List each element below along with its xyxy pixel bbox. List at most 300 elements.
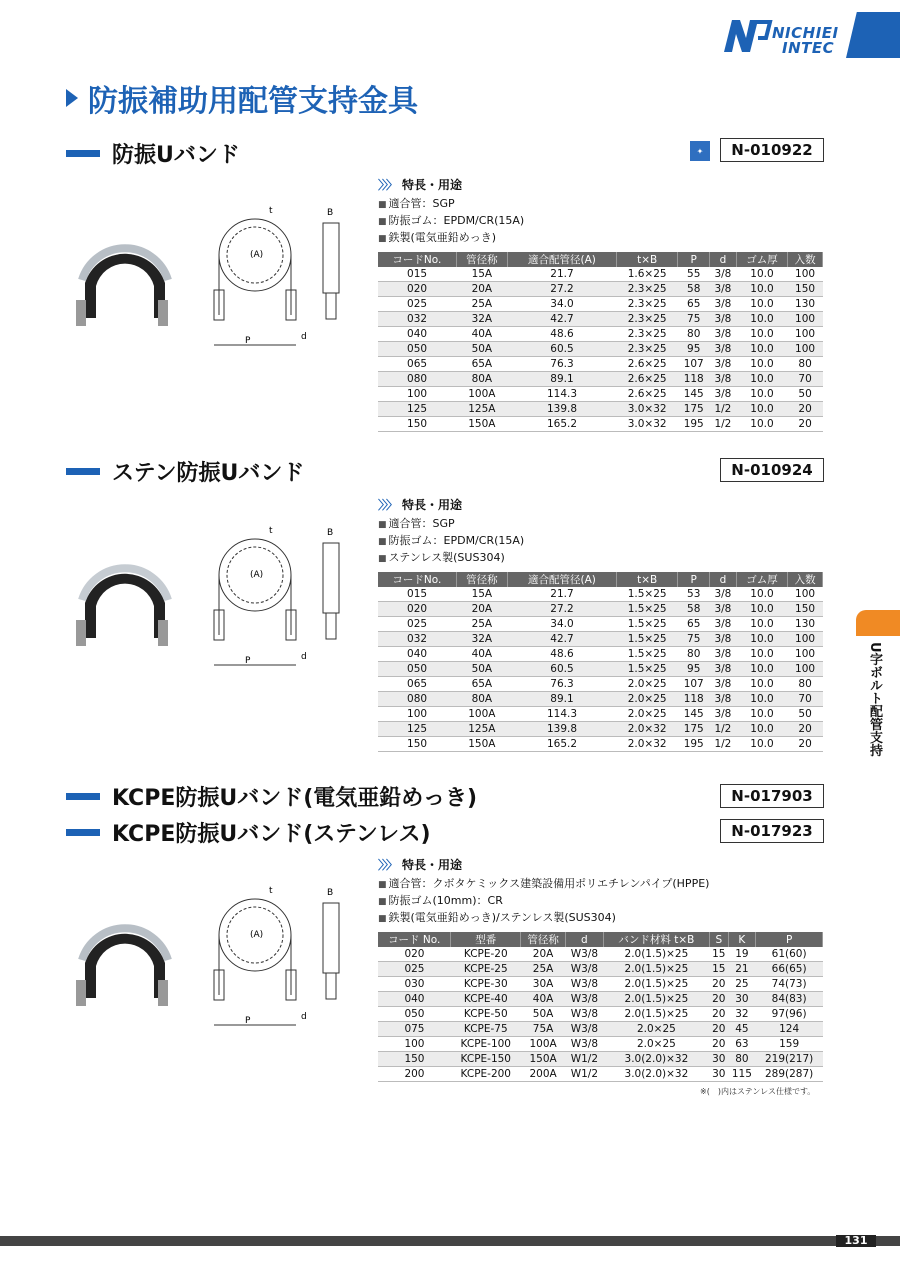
- table-cell: 2.0×32: [616, 737, 677, 752]
- table-cell: KCPE-200: [451, 1067, 521, 1082]
- table-cell: 125A: [456, 722, 507, 737]
- table-cell: 34.0: [508, 617, 617, 632]
- features-1: 〉〉〉 特長・用途 ■ 適合管：SGP ■ 防振ゴム：EPDM/CR(15A) ■ 鉄製(電気亜鉛めっき): [378, 178, 524, 247]
- table-cell: 66(65): [756, 962, 823, 977]
- column-header: t×B: [616, 252, 677, 267]
- table-row: [378, 962, 823, 977]
- product-code-3: N-017903: [720, 784, 824, 808]
- table-cell: 20: [788, 417, 823, 432]
- table-cell: 2.0(1.5)×25: [603, 992, 709, 1007]
- table-cell: 118: [678, 692, 710, 707]
- table-row: [378, 722, 823, 737]
- table-row: [378, 357, 823, 372]
- label-b: B: [327, 208, 334, 218]
- table-cell: 10.0: [736, 587, 787, 602]
- table-cell: 10.0: [736, 312, 787, 327]
- table-cell: 10.0: [736, 267, 787, 282]
- table-cell: 10.0: [736, 342, 787, 357]
- table-cell: 150A: [456, 737, 507, 752]
- dimension-drawing-1: [205, 205, 355, 359]
- table-cell: 80: [788, 677, 823, 692]
- table-cell: 020: [378, 602, 456, 617]
- table-cell: W3/8: [566, 962, 604, 977]
- table-cell: 27.2: [508, 282, 617, 297]
- table-cell: 20: [710, 1037, 728, 1052]
- table-cell: 200A: [521, 1067, 566, 1082]
- label-t: t: [269, 886, 273, 896]
- table-cell: 050: [378, 342, 456, 357]
- table-cell: 65A: [456, 677, 507, 692]
- table-cell: 10.0: [736, 282, 787, 297]
- table-cell: 032: [378, 312, 456, 327]
- table-cell: KCPE-75: [451, 1022, 521, 1037]
- table-cell: 2.0×25: [616, 692, 677, 707]
- table-cell: 195: [678, 737, 710, 752]
- table-cell: 3/8: [710, 327, 737, 342]
- table-row: [378, 1067, 823, 1082]
- column-header: 入数: [788, 252, 823, 267]
- table-cell: 50A: [456, 342, 507, 357]
- side-tab[interactable]: [856, 610, 900, 636]
- table-cell: W3/8: [566, 1022, 604, 1037]
- table-cell: 3/8: [710, 632, 737, 647]
- table-cell: 1.5×25: [616, 632, 677, 647]
- table-cell: 130: [788, 617, 823, 632]
- table-row: [378, 282, 823, 297]
- table-cell: 76.3: [508, 357, 617, 372]
- label-b: B: [327, 888, 334, 898]
- column-header: P: [678, 572, 710, 587]
- table-cell: 50A: [521, 1007, 566, 1022]
- table-cell: 100: [788, 312, 823, 327]
- table-row: [378, 587, 823, 602]
- table-cell: 10.0: [736, 617, 787, 632]
- table-cell: 80: [678, 647, 710, 662]
- table-cell: 2.0(1.5)×25: [603, 962, 709, 977]
- table-cell: 20A: [456, 602, 507, 617]
- table-cell: 3/8: [710, 312, 737, 327]
- table-cell: 80: [788, 357, 823, 372]
- table-row: [378, 1022, 823, 1037]
- table-cell: KCPE-50: [451, 1007, 521, 1022]
- table-cell: 34.0: [508, 297, 617, 312]
- table-cell: 21: [728, 962, 756, 977]
- footer-bar: [0, 1236, 900, 1246]
- page-title: [66, 76, 418, 120]
- label-b: B: [327, 528, 334, 538]
- table-cell: 95: [678, 342, 710, 357]
- table-row: [378, 1052, 823, 1067]
- brand-line2: INTEC: [782, 39, 835, 57]
- table-cell: 1/2: [710, 417, 737, 432]
- table-row: [378, 977, 823, 992]
- table-cell: 2.6×25: [616, 387, 677, 402]
- table-cell: 2.0×25: [603, 1037, 709, 1052]
- table-cell: 114.3: [508, 387, 617, 402]
- table-cell: 200: [378, 1067, 451, 1082]
- table-cell: 165.2: [508, 737, 617, 752]
- table-row: [378, 402, 823, 417]
- table-row: [378, 387, 823, 402]
- table-cell: 25: [728, 977, 756, 992]
- table-cell: KCPE-20: [451, 947, 521, 962]
- table-cell: 2.0×25: [616, 677, 677, 692]
- table-row: [378, 312, 823, 327]
- table-cell: W3/8: [566, 1007, 604, 1022]
- table-cell: 80: [728, 1052, 756, 1067]
- table-row: [378, 992, 823, 1007]
- table-cell: 2.3×25: [616, 297, 677, 312]
- table-cell: 150: [378, 737, 456, 752]
- features-2: 〉〉〉 特長・用途 ■ 適合管：SGP ■ 防振ゴム：EPDM/CR(15A) ■ ステンレス製(SUS304): [378, 498, 524, 567]
- table-cell: 65: [678, 297, 710, 312]
- table-cell: 10.0: [736, 602, 787, 617]
- product-code-1: N-010922: [720, 138, 824, 162]
- table-cell: 3/8: [710, 647, 737, 662]
- table-cell: 2.0×32: [616, 722, 677, 737]
- table-cell: 139.8: [508, 402, 617, 417]
- table-cell: 2.6×25: [616, 357, 677, 372]
- table-cell: 3.0(2.0)×32: [603, 1067, 709, 1082]
- section-title-4: KCPE防振Uバンド(ステンレス): [112, 822, 431, 847]
- table-cell: 040: [378, 327, 456, 342]
- uband-photo-icon: [70, 528, 180, 658]
- table-row: [378, 267, 823, 282]
- table-cell: 10.0: [736, 647, 787, 662]
- table-cell: 1/2: [710, 402, 737, 417]
- table-cell: 19: [728, 947, 756, 962]
- table-cell: 30: [710, 1067, 728, 1082]
- table-cell: 3/8: [710, 677, 737, 692]
- table-cell: 3.0(2.0)×32: [603, 1052, 709, 1067]
- table-cell: 3/8: [710, 662, 737, 677]
- chevron-icon: 〉〉〉: [378, 178, 397, 192]
- table-cell: 40A: [521, 992, 566, 1007]
- table-cell: 3.0×32: [616, 417, 677, 432]
- chevron-icon: 〉〉〉: [378, 498, 397, 512]
- column-header: P: [678, 252, 710, 267]
- table-cell: W1/2: [566, 1067, 604, 1082]
- table-cell: 025: [378, 962, 451, 977]
- table-cell: 100: [378, 707, 456, 722]
- heading-bar: [66, 150, 100, 157]
- column-header: 管径称: [456, 252, 507, 267]
- stainless-note: ※( )内はステンレス仕様です。: [700, 1087, 816, 1096]
- chevron-icon: 〉〉〉: [378, 858, 397, 872]
- table-cell: 100A: [456, 707, 507, 722]
- table-cell: 10.0: [736, 737, 787, 752]
- table-cell: 75A: [521, 1022, 566, 1037]
- table-cell: 30: [728, 992, 756, 1007]
- table-cell: 145: [678, 707, 710, 722]
- table-cell: 020: [378, 947, 451, 962]
- table-row: [378, 342, 823, 357]
- table-cell: 150: [788, 602, 823, 617]
- table-cell: 150: [378, 1052, 451, 1067]
- table-cell: 3/8: [710, 692, 737, 707]
- table-cell: 2.0(1.5)×25: [603, 977, 709, 992]
- table-cell: 100: [378, 387, 456, 402]
- product-photo-2: [70, 528, 180, 662]
- table-cell: 3/8: [710, 267, 737, 282]
- column-header: P: [756, 932, 823, 947]
- table-cell: 60.5: [508, 342, 617, 357]
- label-a: (A): [250, 930, 264, 940]
- table-cell: 175: [678, 402, 710, 417]
- table-cell: 10.0: [736, 372, 787, 387]
- table-cell: 40A: [456, 327, 507, 342]
- table-cell: 1.5×25: [616, 587, 677, 602]
- table-cell: 32: [728, 1007, 756, 1022]
- table-cell: 2.0(1.5)×25: [603, 1007, 709, 1022]
- table-cell: W3/8: [566, 977, 604, 992]
- table-cell: 165.2: [508, 417, 617, 432]
- table-cell: 115: [728, 1067, 756, 1082]
- column-header: 適合配管径(A): [508, 252, 617, 267]
- dimension-drawing-3: [205, 885, 355, 1039]
- table-cell: 040: [378, 992, 451, 1007]
- column-header: K: [728, 932, 756, 947]
- table-cell: 20: [788, 737, 823, 752]
- table-row: [378, 662, 823, 677]
- table-cell: 21.7: [508, 587, 617, 602]
- table-cell: 21.7: [508, 267, 617, 282]
- table-cell: KCPE-40: [451, 992, 521, 1007]
- table-row: [378, 297, 823, 312]
- table-cell: 150: [378, 417, 456, 432]
- table-cell: 3/8: [710, 342, 737, 357]
- table-cell: 84(83): [756, 992, 823, 1007]
- table-cell: 10.0: [736, 692, 787, 707]
- table-cell: 118: [678, 372, 710, 387]
- table-row: [378, 692, 823, 707]
- table-row: [378, 327, 823, 342]
- side-tab-label: U字ボルト配管支持: [867, 642, 882, 757]
- table-cell: 124: [756, 1022, 823, 1037]
- table-cell: 080: [378, 372, 456, 387]
- table-cell: 150: [788, 282, 823, 297]
- table-cell: 10.0: [736, 662, 787, 677]
- column-header: コードNo.: [378, 252, 456, 267]
- product-code-2: N-010924: [720, 458, 824, 482]
- table-cell: 20: [788, 722, 823, 737]
- table-cell: 100: [788, 662, 823, 677]
- table-cell: 2.0(1.5)×25: [603, 947, 709, 962]
- column-header: 適合配管径(A): [508, 572, 617, 587]
- table-cell: 25A: [456, 297, 507, 312]
- brand-logo: [718, 12, 900, 58]
- table-cell: 27.2: [508, 602, 617, 617]
- label-d: d: [301, 652, 307, 662]
- table-cell: 080: [378, 692, 456, 707]
- table-cell: 100: [788, 647, 823, 662]
- section-title-2: ステン防振Uバンド: [112, 461, 305, 486]
- table-cell: 075: [378, 1022, 451, 1037]
- column-header: コード No.: [378, 932, 451, 947]
- table-cell: 289(287): [756, 1067, 823, 1082]
- table-cell: 1.5×25: [616, 662, 677, 677]
- table-cell: 80A: [456, 372, 507, 387]
- table-cell: 050: [378, 662, 456, 677]
- table-cell: W3/8: [566, 947, 604, 962]
- table-cell: 1/2: [710, 737, 737, 752]
- spec-table-3: [378, 932, 823, 1082]
- table-cell: 025: [378, 297, 456, 312]
- column-header: ゴム厚: [736, 252, 787, 267]
- table-cell: 15A: [456, 267, 507, 282]
- table-cell: 42.7: [508, 312, 617, 327]
- table-cell: 2.0×25: [616, 707, 677, 722]
- table-cell: 58: [678, 282, 710, 297]
- table-cell: 100: [378, 1037, 451, 1052]
- table-cell: 032: [378, 632, 456, 647]
- table-cell: 10.0: [736, 387, 787, 402]
- brand-line1: NICHIEI: [772, 24, 839, 42]
- label-p: P: [245, 336, 251, 346]
- column-header: d: [710, 572, 737, 587]
- table-cell: 89.1: [508, 692, 617, 707]
- table-cell: 48.6: [508, 327, 617, 342]
- table-row: [378, 707, 823, 722]
- section-heading-1: [66, 138, 240, 169]
- table-cell: 15: [710, 947, 728, 962]
- table-row: [378, 647, 823, 662]
- table-cell: 020: [378, 282, 456, 297]
- label-p: P: [245, 1016, 251, 1026]
- product-code-4: N-017923: [720, 819, 824, 843]
- label-a: (A): [250, 570, 264, 580]
- table-cell: 53: [678, 587, 710, 602]
- logo-mark-icon: [718, 12, 778, 58]
- table-cell: 015: [378, 587, 456, 602]
- label-t: t: [269, 526, 273, 536]
- table-cell: 25A: [521, 962, 566, 977]
- table-cell: W3/8: [566, 1037, 604, 1052]
- table-cell: 80A: [456, 692, 507, 707]
- column-header: d: [710, 252, 737, 267]
- table-cell: 97(96): [756, 1007, 823, 1022]
- table-cell: 100A: [521, 1037, 566, 1052]
- table-row: [378, 617, 823, 632]
- table-cell: 3/8: [710, 282, 737, 297]
- table-cell: 10.0: [736, 632, 787, 647]
- table-cell: 32A: [456, 632, 507, 647]
- table-cell: 100: [788, 342, 823, 357]
- column-header: コードNo.: [378, 572, 456, 587]
- column-header: S: [710, 932, 728, 947]
- page-title-text: 防振補助用配管支持金具: [88, 84, 418, 119]
- column-header: t×B: [616, 572, 677, 587]
- table-row: [378, 632, 823, 647]
- table-cell: 74(73): [756, 977, 823, 992]
- table-cell: 40A: [456, 647, 507, 662]
- table-cell: 42.7: [508, 632, 617, 647]
- title-triangle-icon: [66, 89, 78, 107]
- table-cell: 125: [378, 722, 456, 737]
- table-cell: 20A: [456, 282, 507, 297]
- uband-photo-icon: [70, 208, 180, 338]
- table-cell: 050: [378, 1007, 451, 1022]
- column-header: バンド材料 t×B: [603, 932, 709, 947]
- page-number: 131: [836, 1235, 876, 1247]
- table-row: [378, 372, 823, 387]
- table-cell: 175: [678, 722, 710, 737]
- uband-photo-icon: [70, 888, 180, 1018]
- table-cell: 65A: [456, 357, 507, 372]
- table-cell: 1.5×25: [616, 602, 677, 617]
- table-cell: 10.0: [736, 297, 787, 312]
- dimension-drawing-2: [205, 525, 355, 679]
- table-row: [378, 677, 823, 692]
- column-header: ゴム厚: [736, 572, 787, 587]
- column-header: d: [566, 932, 604, 947]
- section-title-3: KCPE防振Uバンド(電気亜鉛めっき): [112, 786, 478, 811]
- table-cell: 50: [788, 707, 823, 722]
- table-cell: 2.3×25: [616, 282, 677, 297]
- table-cell: KCPE-150: [451, 1052, 521, 1067]
- table-cell: KCPE-100: [451, 1037, 521, 1052]
- table-cell: 10.0: [736, 417, 787, 432]
- table-cell: 30A: [521, 977, 566, 992]
- spec-mark-icon: ✦: [690, 141, 710, 161]
- table-cell: 3/8: [710, 372, 737, 387]
- table-cell: 30: [710, 1052, 728, 1067]
- table-cell: 10.0: [736, 357, 787, 372]
- table-cell: 95: [678, 662, 710, 677]
- table-cell: 89.1: [508, 372, 617, 387]
- table-cell: 100: [788, 267, 823, 282]
- table-cell: 219(217): [756, 1052, 823, 1067]
- table-cell: 20A: [521, 947, 566, 962]
- table-cell: 145: [678, 387, 710, 402]
- spec-table-2: [378, 572, 823, 752]
- table-cell: 2.3×25: [616, 312, 677, 327]
- table-cell: 75: [678, 312, 710, 327]
- table-cell: 100: [788, 632, 823, 647]
- table-cell: KCPE-25: [451, 962, 521, 977]
- column-header: 管径称: [456, 572, 507, 587]
- table-cell: 60.5: [508, 662, 617, 677]
- table-cell: 10.0: [736, 327, 787, 342]
- table-cell: 80: [678, 327, 710, 342]
- heading-bar: [66, 468, 100, 475]
- table-cell: 159: [756, 1037, 823, 1052]
- table-cell: W3/8: [566, 992, 604, 1007]
- table-cell: 10.0: [736, 707, 787, 722]
- table-cell: 25A: [456, 617, 507, 632]
- column-header: 管径称: [521, 932, 566, 947]
- table-cell: 10.0: [736, 722, 787, 737]
- table-cell: 065: [378, 357, 456, 372]
- table-cell: 1/2: [710, 722, 737, 737]
- table-cell: 48.6: [508, 647, 617, 662]
- table-cell: 2.0×25: [603, 1022, 709, 1037]
- table-cell: 10.0: [736, 402, 787, 417]
- label-p: P: [245, 656, 251, 666]
- table-cell: 1.5×25: [616, 647, 677, 662]
- table-cell: 3/8: [710, 707, 737, 722]
- table-cell: 75: [678, 632, 710, 647]
- section-heading-2: [66, 456, 304, 487]
- table-cell: 1.5×25: [616, 617, 677, 632]
- table-cell: 3/8: [710, 617, 737, 632]
- table-cell: 3/8: [710, 587, 737, 602]
- column-header: 入数: [788, 572, 823, 587]
- table-cell: 20: [710, 992, 728, 1007]
- table-cell: 107: [678, 357, 710, 372]
- table-cell: 50: [788, 387, 823, 402]
- table-cell: 040: [378, 647, 456, 662]
